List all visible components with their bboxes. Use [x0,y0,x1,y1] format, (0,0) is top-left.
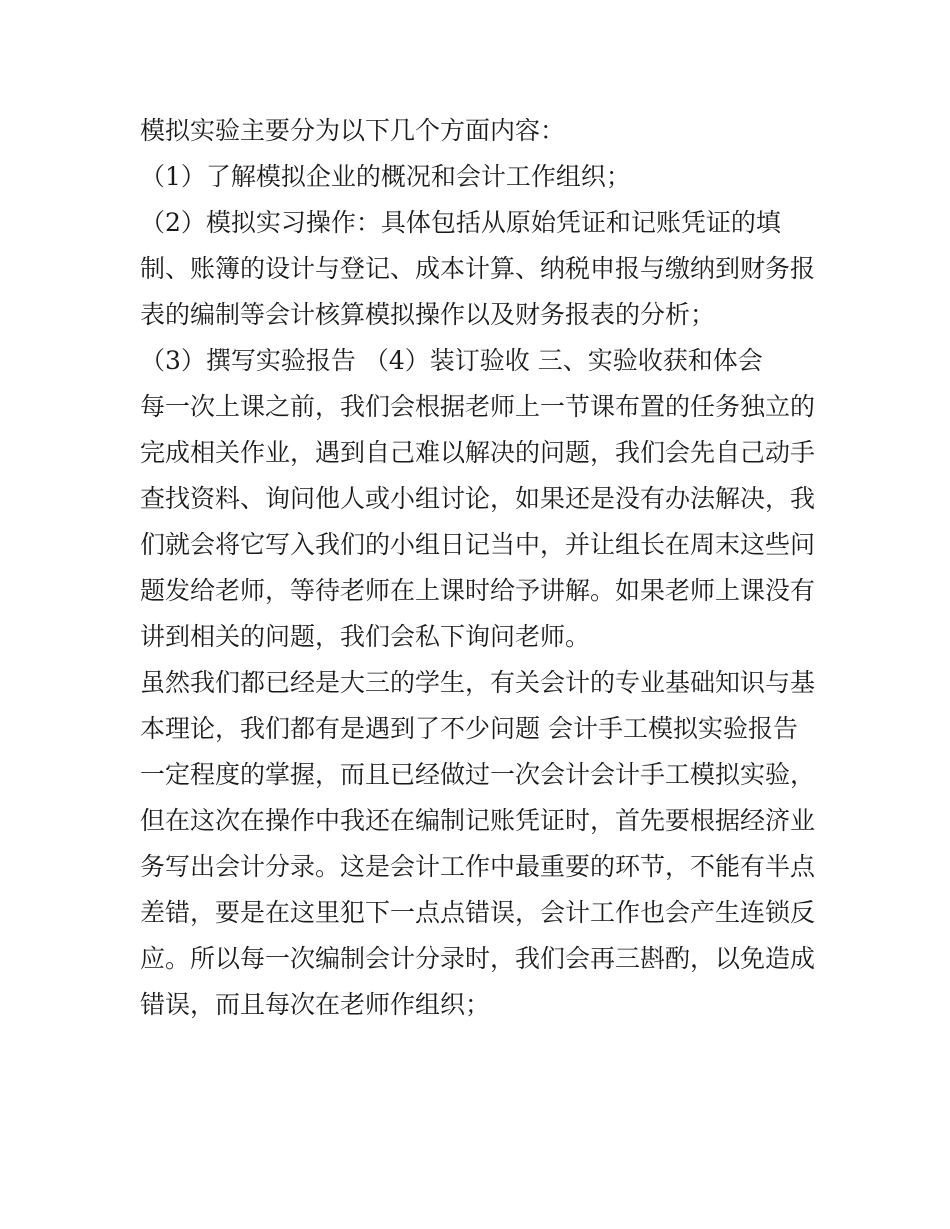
body-line-14: 本理论，我们都有是遇到了不少问题 会计手工模拟实验报告 [140,714,798,743]
body-line-9: 查找资料、询问他人或小组讨论，如果还是没有办法解决，我 [140,484,816,513]
body-line-19: 应。所以每一次编制会计分录时，我们会再三斟酌，以免造成 [140,944,816,973]
body-line-11: 题发给老师，等待老师在上课时给予讲解。如果老师上课没有 [140,576,816,605]
body-line-5: 表的编制等会计核算模拟操作以及财务报表的分析； [140,300,716,329]
body-line-4: 制、账簿的设计与登记、成本计算、纳税申报与缴纳到财务报 [140,254,816,283]
document-body [140,108,820,1028]
body-line-18: 差错，要是在这里犯下一点点错误，会计工作也会产生连锁反 [140,898,816,927]
body-line-7: 每一次上课之前，我们会根据老师上一节课布置的任务独立的 [140,392,816,421]
body-line-17: 务写出会计分录。这是会计工作中最重要的环节，不能有半点 [140,852,816,881]
body-line-13: 虽然我们都已经是大三的学生，有关会计的专业基础知识与基 [140,668,816,697]
body-line-20: 错误，而且每次在老师作组织； [140,990,491,1019]
body-line-8: 完成相关作业，遇到自己难以解决的问题，我们会先自己动手 [140,438,816,467]
body-line-2: （1）了解模拟企业的概况和会计工作组织； [140,162,631,191]
body-line-10: 们就会将它写入我们的小组日记当中，并让组长在周末这些问 [140,530,816,559]
body-line-3: （2）模拟实习操作：具体包括从原始凭证和记账凭证的填 [140,208,781,237]
body-line-1: 模拟实验主要分为以下几个方面内容： [140,116,566,145]
body-line-6: （3）撰写实验报告 （4）装订验收 三、实验收获和体会 [140,346,763,375]
body-line-15: 一定程度的掌握，而且已经做过一次会计会计手工模拟实验， [140,760,816,789]
body-line-12: 讲到相关的问题，我们会私下询问老师。 [140,622,591,651]
body-line-16: 但在这次在操作中我还在编制记账凭证时，首先要根据经济业 [140,806,816,835]
